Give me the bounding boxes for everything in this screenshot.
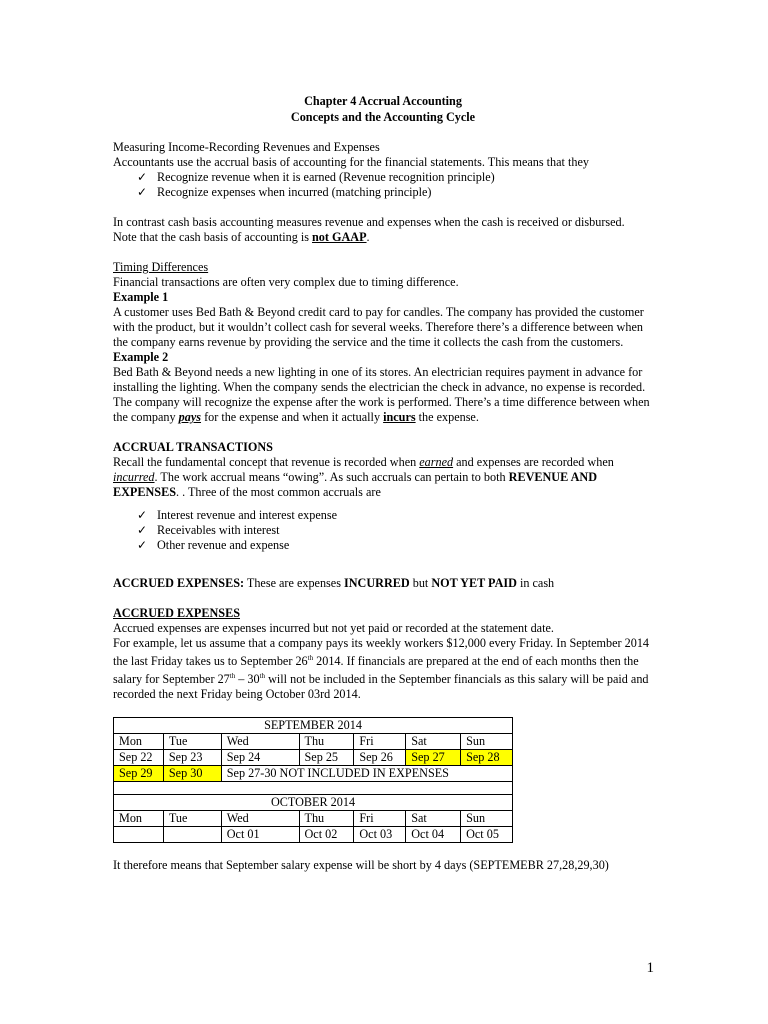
document-page xyxy=(113,93,653,873)
checkmark-icon: ✓ xyxy=(137,185,148,199)
accrual-text: Recall the fundamental concept that revenue is recorded when earned and expenses are recorded when incurred. The work accrual means “owing”. As such accruals can pertain to both REVENUE AND EXPENSES. . Three of the most common accruals are xyxy=(113,455,614,499)
accrued-line1: Accrued expenses are expenses incurred but not yet paid or recorded at the statement date. xyxy=(113,621,554,635)
list-item: ✓ Other revenue and expense xyxy=(137,538,290,552)
list-item: ✓ Recognize revenue when it is earned (Revenue recognition principle) xyxy=(137,170,495,184)
timing-heading: Timing Differences xyxy=(113,260,209,274)
principles-list xyxy=(113,170,653,200)
example2-text: Bed Bath & Beyond needs a new lighting in one of its stores. An electrician requires payment in advance for installing the lighting. When the company sends the electrician the check in advance, no expense is recorded. The company will recognize the expense after the work is performed. There’s a time difference between when the company pays for the expense and when it actually incurs the expense. xyxy=(113,365,650,424)
weekday-row: Mon Tue Wed Thu Fri Sat Sun xyxy=(114,734,513,750)
earned-emphasis: earned xyxy=(419,455,454,469)
list-item: ✓ Recognize expenses when incurred (matching principle) xyxy=(137,185,432,199)
accrued-definition: ACCRUED EXPENSES: These are expenses INCURRED but NOT YET PAID in cash xyxy=(113,576,555,590)
example1-text: A customer uses Bed Bath & Beyond credit card to pay for candles. The company has provided the customer with the product, but it wouldn’t collect cash for several weeks. Therefore there’s a difference between when the company earns revenue by providing the service and the time it collects the cash from the customers. xyxy=(113,305,644,349)
incurs-emphasis: incurs xyxy=(383,410,416,424)
chapter-subtitle: Concepts and the Accounting Cycle xyxy=(290,110,476,124)
accruals-list xyxy=(113,508,653,553)
not-gaap-emphasis: not GAAP xyxy=(312,230,367,244)
checkmark-icon: ✓ xyxy=(137,170,148,184)
accrued-heading: ACCRUED EXPENSES xyxy=(113,606,240,620)
accrued-example: For example, let us assume that a company pays its weekly workers $12,000 every Friday. In September 2014 the last Friday takes us to September 26th 2014. If financials are prepared at the end of each months then the salary for September 27th – 30th will not be included in the September financials as this salary will be paid and recorded the next Friday being October 03rd 2014. xyxy=(113,636,650,702)
highlighted-day: Sep 30 xyxy=(163,766,221,782)
conclusion-text: It therefore means that September salary expense will be short by 4 days (SEPTEMEBR 27,28,29,30) xyxy=(113,858,609,873)
highlighted-day: Sep 28 xyxy=(461,750,513,766)
contrast-paragraph: In contrast cash basis accounting measures revenue and expenses when the cash is received or disbursed. Note that the cash basis of accounting is not GAAP. xyxy=(113,215,625,244)
accrual-heading: ACCRUAL TRANSACTIONS xyxy=(113,440,273,454)
pays-emphasis: pays xyxy=(178,410,202,424)
revenue-expenses-emphasis: REVENUE AND EXPENSES xyxy=(113,470,598,499)
october-title: OCTOBER 2014 xyxy=(114,795,513,811)
example1-label: Example 1 xyxy=(113,290,169,304)
incurred-emphasis: incurred xyxy=(113,470,155,484)
september-title: SEPTEMBER 2014 xyxy=(114,718,513,734)
weekday-row: Mon Tue Wed Thu Fri Sat Sun xyxy=(114,811,513,827)
checkmark-icon: ✓ xyxy=(137,523,148,537)
section-heading-measuring: Measuring Income-Recording Revenues and Expenses xyxy=(113,140,380,154)
page-number: 1 xyxy=(646,960,654,976)
highlighted-day: Sep 29 xyxy=(114,766,164,782)
example2-label: Example 2 xyxy=(113,350,169,364)
checkmark-icon: ✓ xyxy=(137,538,148,552)
calendar-table xyxy=(113,717,513,843)
october-week-row: Oct 01 Oct 02 Oct 03 Oct 04 Oct 05 xyxy=(114,827,513,843)
september-week-row: Sep 22 Sep 23 Sep 24 Sep 25 Sep 26 Sep 27 Sep 28 xyxy=(114,750,513,766)
list-item: ✓ Receivables with interest xyxy=(137,523,280,537)
checkmark-icon: ✓ xyxy=(137,508,148,522)
september-last-row xyxy=(114,766,513,782)
highlighted-day: Sep 27 xyxy=(406,750,461,766)
list-item: ✓ Interest revenue and interest expense xyxy=(137,508,338,522)
timing-intro: Financial transactions are often very complex due to timing difference. xyxy=(113,275,459,289)
excluded-note: Sep 27-30 NOT INCLUDED IN EXPENSES xyxy=(221,766,512,782)
chapter-title: Chapter 4 Accrual Accounting xyxy=(304,94,462,108)
section-intro: Accountants use the accrual basis of accounting for the financial statements. This means that they xyxy=(113,155,589,169)
